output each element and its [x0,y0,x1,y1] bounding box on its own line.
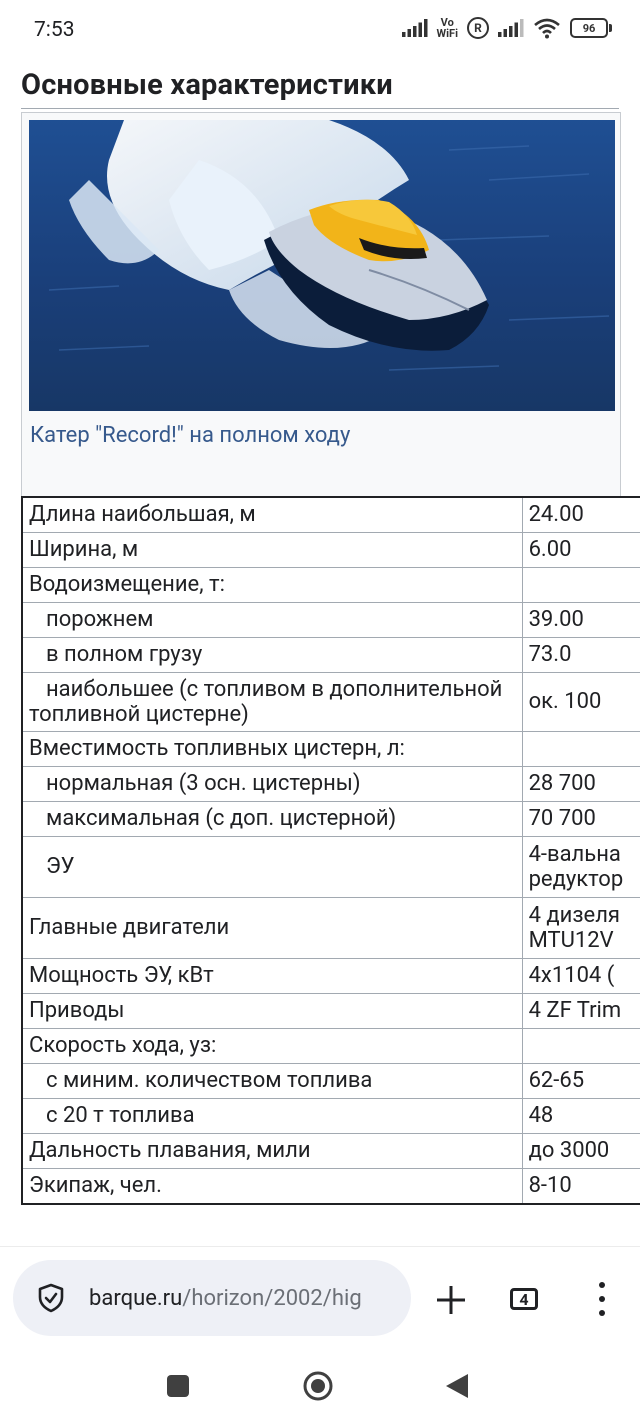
table-row [22,994,640,1029]
home-icon[interactable] [302,1370,334,1402]
url-domain: barque.ru [89,1286,183,1311]
status-icons [402,14,608,42]
spec-value: 48 [522,1099,640,1134]
spec-value: 4-вальна редуктор [522,837,640,898]
spec-value: 24.00 [522,497,640,533]
spec-label: порожнем [22,603,522,638]
spec-value: 8-10 [522,1169,640,1205]
spec-value [522,568,640,603]
boat-photo[interactable] [29,120,615,411]
table-row [22,497,640,533]
table-row [22,1169,640,1205]
spec-label: наибольшее (с топливом в дополнительной топливной цистерне) [22,673,522,732]
spec-label: Мощность ЭУ, кВт [22,959,522,994]
table-row [22,1134,640,1169]
table-row [22,638,640,673]
table-row [22,1029,640,1064]
page-content [0,56,640,1246]
table-row [22,959,640,994]
spec-value: 4х1104 ( [522,959,640,994]
table-row [22,1099,640,1134]
status-time: 7:53 [34,18,75,42]
table-row [22,898,640,959]
spec-value: 39.00 [522,603,640,638]
spec-value: 4 ZF Trim [522,994,640,1029]
spec-label: с 20 т топлива [22,1099,522,1134]
table-row [22,568,640,603]
shield-icon[interactable] [35,1282,67,1314]
spec-value: 6.00 [522,533,640,568]
spec-label: с миним. количеством топлива [22,1064,522,1099]
spec-value: 73.0 [522,638,640,673]
spec-value: 62-65 [522,1064,640,1099]
wifi-icon [533,17,561,39]
roaming-icon: R [467,17,489,39]
spec-label: Дальность плавания, мили [22,1134,522,1169]
spec-label: Вместимость топливных цистерн, л: [22,732,522,767]
spec-value: ок. 100 [522,673,640,732]
spec-label: ЭУ [22,837,522,898]
spec-label: максимальная (с доп. цистерной) [22,802,522,837]
spec-label: нормальная (3 осн. цистерны) [22,767,522,802]
browser-toolbar [0,1246,640,1351]
spec-label: в полном грузу [22,638,522,673]
spec-value: до 3000 [522,1134,640,1169]
address-bar[interactable] [13,1260,411,1336]
url-text[interactable] [89,1282,405,1316]
spec-label: Скорость хода, уз: [22,1029,522,1064]
table-row [22,732,640,767]
tab-switcher-button[interactable]: 4 [510,1288,538,1310]
spec-label: Главные двигатели [22,898,522,959]
table-row [22,533,640,568]
spec-value: 70 700 [522,802,640,837]
spec-label: Экипаж, чел. [22,1169,522,1205]
table-row [22,802,640,837]
specs-table [21,496,640,1205]
spec-label: Длина наибольшая, м [22,497,522,533]
status-bar [0,0,640,56]
plus-icon[interactable] [432,1281,470,1319]
signal-icon [402,19,428,37]
spec-value: 4 дизеля MTU12V [522,898,640,959]
section-heading: Основные характеристики [21,68,619,109]
table-row [22,767,640,802]
back-icon[interactable] [444,1372,470,1400]
vowifi-icon: Vo WiFi [436,16,458,40]
spec-label: Водоизмещение, т: [22,568,522,603]
spec-value [522,1029,640,1064]
spec-value [522,732,640,767]
table-row [22,837,640,898]
system-nav-bar [0,1350,640,1423]
table-row [22,1064,640,1099]
recents-icon[interactable] [167,1375,189,1397]
signal-icon-2 [498,19,524,37]
table-row [22,673,640,732]
url-path: /horizon/2002/hig [182,1286,362,1311]
more-vert-icon[interactable] [592,1277,612,1321]
spec-value: 28 700 [522,767,640,802]
battery-icon: 96 [570,18,608,38]
spec-label: Приводы [22,994,522,1029]
image-caption[interactable]: Катер "Record!" на полном ходу [30,423,351,448]
spec-label: Ширина, м [22,533,522,568]
table-row [22,603,640,638]
image-figure [21,112,621,512]
